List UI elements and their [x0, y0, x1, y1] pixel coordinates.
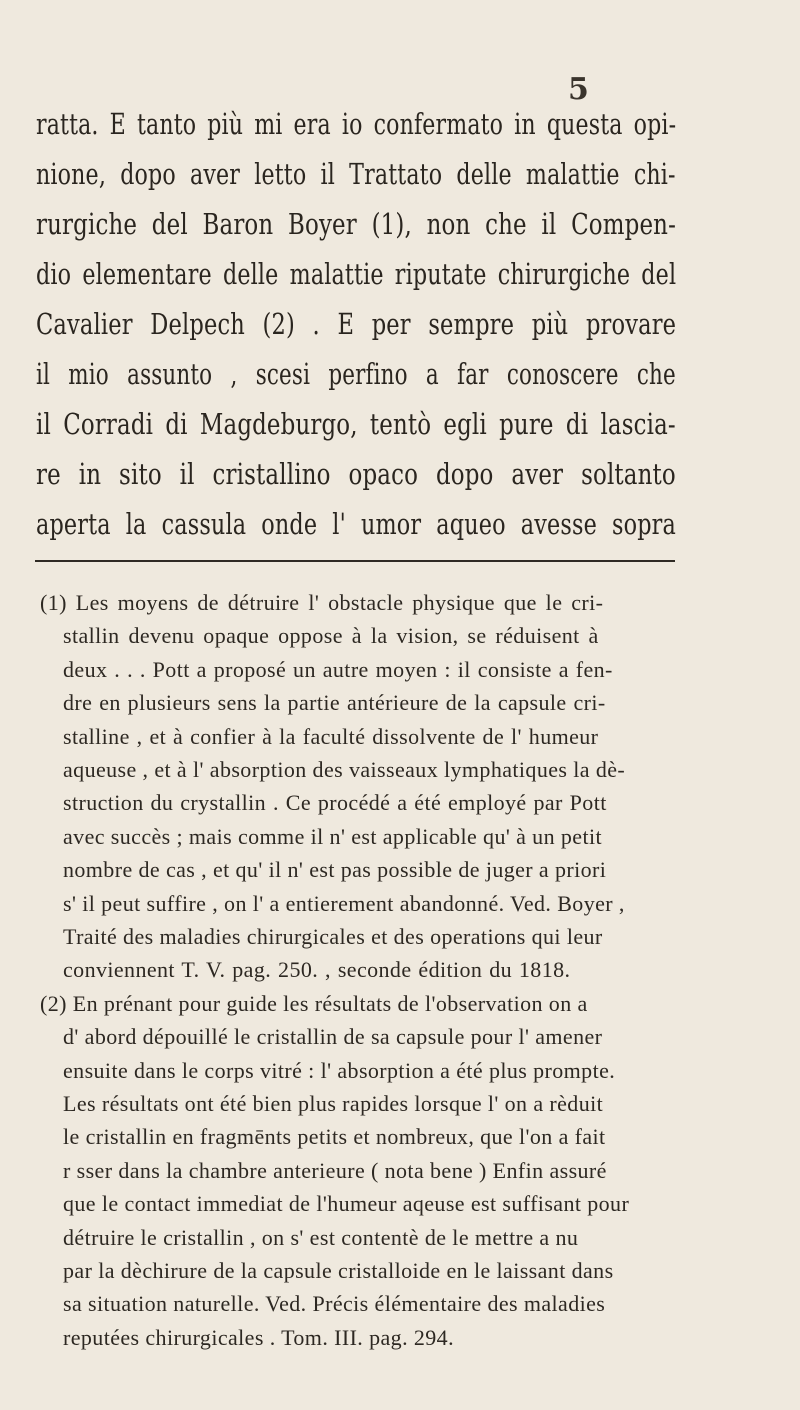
footnote-line: stallin devenu opaque oppose à la vision, se réduisent à	[63, 623, 599, 649]
footnote-line: que le contact immediat de l'humeur aqeuse est suffisant pour	[63, 1191, 630, 1217]
page-number: 5	[568, 72, 589, 107]
footnote-line: (1) Les moyens de détruire l' obstacle physique que le cri-	[40, 590, 604, 615]
footnote-line: détruire le cristallin , on s' est contentè de le mettre a nu	[63, 1224, 579, 1250]
footnote-line: aqueuse , et à l' absorption des vaisseaux lymphatiques la dè-	[63, 757, 626, 782]
main-line: dio elementare delle malattie riputate chirurgiche del	[36, 258, 677, 291]
main-line: il mio assunto , scesi perfino a far conoscere che	[36, 358, 676, 391]
main-line: re in sito il cristallino opaco dopo aver soltanto	[36, 458, 676, 491]
footnote-line: ensuite dans le corps vitré : l' absorption a été plus prompte.	[63, 1057, 616, 1083]
footnote-line: Les résultats ont été bien plus rapides lorsque l' on a rèduit	[63, 1091, 604, 1116]
footnote-line: par la dèchirure de la capsule cristalloide en le laissant dans	[63, 1258, 614, 1283]
footnote-line: dre en plusieurs sens la partie antérieure de la capsule cri-	[63, 690, 606, 716]
main-line: ratta. E tanto più mi era io confermato in questa opi-	[36, 108, 677, 141]
footnote-line: d' abord dépouillé le cristallin de sa capsule pour l' amener	[63, 1024, 603, 1050]
footnote-divider	[35, 560, 675, 562]
footnote-line: avec succès ; mais comme il n' est applicable qu' à un petit	[63, 823, 602, 849]
footnote-line: conviennent T. V. pag. 250. , seconde édition du 1818.	[63, 957, 571, 983]
footnote-line: s' il peut suffire , on l' a entierement abandonné. Ved. Boyer ,	[63, 890, 625, 916]
main-line: nione, dopo aver letto il Trattato delle malattie chi-	[36, 158, 676, 191]
main-line: il Corradi di Magdeburgo, tentò egli pure di lascia-	[36, 408, 676, 441]
main-line: Cavalier Delpech (2) . E per sempre più provare	[36, 308, 677, 341]
footnote-line: r sser dans la chambre anterieure ( nota bene ) Enfin assuré	[63, 1157, 607, 1183]
footnote-line: (2) En prénant pour guide les résultats de l'observation on a	[40, 990, 588, 1016]
footnote-line: sa situation naturelle. Ved. Précis élémentaire des maladies	[63, 1291, 606, 1317]
main-line: aperta la cassula onde l' umor aqueo avesse sopra	[36, 508, 676, 541]
main-line: rurgiche del Baron Boyer (1), non che il Compen-	[36, 208, 676, 241]
footnote-line: le cristallin en fragmēnts petits et nombreux, que l'on a fait	[63, 1124, 606, 1150]
footnote-line: deux . . . Pott a proposé un autre moyen : il consiste a fen-	[63, 656, 613, 682]
footnote-line: stalline , et à confier à la faculté dissolvente de l' humeur	[63, 723, 599, 749]
footnote-line: nombre de cas , et qu' il n' est pas possible de juger a priori	[63, 857, 607, 883]
footnote-line: struction du crystallin . Ce procédé a été employé par Pott	[63, 790, 607, 816]
footnote-line: reputées chirurgicales . Tom. III. pag. 294.	[63, 1324, 454, 1350]
footnote-line: Traité des maladies chirurgicales et des operations qui leur	[63, 924, 603, 949]
